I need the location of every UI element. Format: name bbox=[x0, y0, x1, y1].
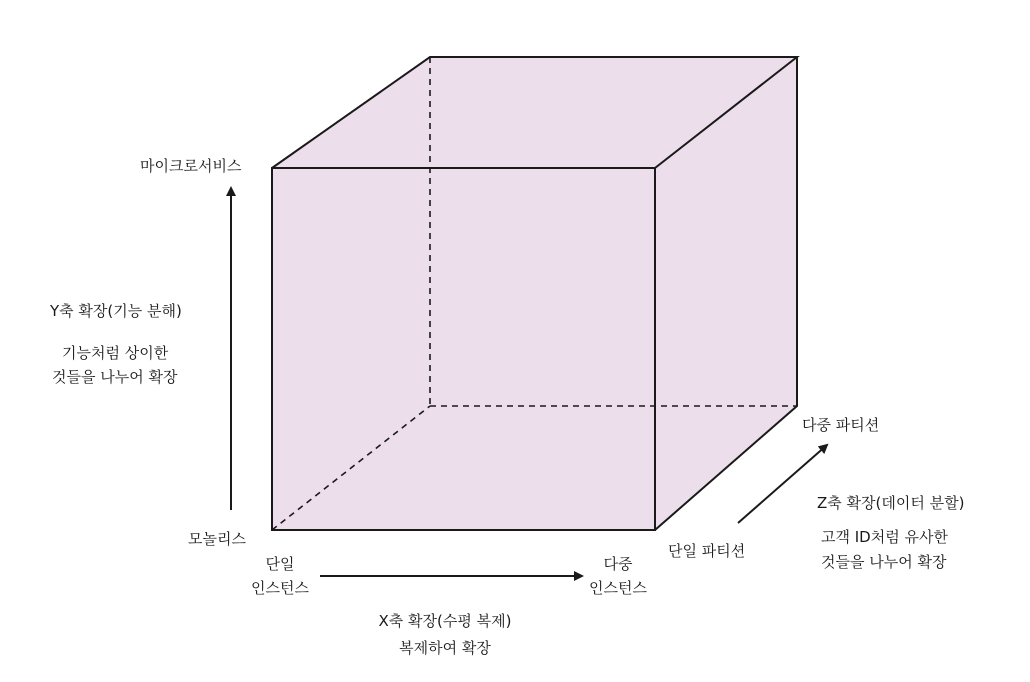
y-axis-desc-line1: 기능처럼 상이한 bbox=[62, 344, 169, 362]
y-axis-description bbox=[52, 343, 178, 387]
cube-front-face bbox=[272, 168, 655, 530]
z-axis-desc-line1: 고객 ID처럼 유사한 bbox=[821, 528, 948, 546]
y-axis-desc-line2: 것들을 나누어 확장 bbox=[52, 368, 178, 386]
x-axis-title: X축 확장(수평 복제) bbox=[378, 612, 512, 630]
z-axis-desc-line2: 것들을 나누어 확장 bbox=[821, 553, 947, 571]
z-axis-arrow bbox=[738, 445, 827, 523]
x-axis-left-line1: 단일 bbox=[265, 555, 295, 573]
z-axis-description bbox=[821, 527, 948, 572]
z-axis-near-label: 단일 파티션 bbox=[668, 542, 746, 560]
x-axis-right-line2: 인스턴스 bbox=[589, 579, 647, 597]
z-axis-title: Z축 확장(데이터 분할) bbox=[817, 494, 965, 512]
x-axis-left-line2: 인스턴스 bbox=[251, 579, 309, 597]
z-axis-far-label: 다중 파티션 bbox=[802, 416, 880, 434]
x-axis-right-line1: 다중 bbox=[603, 555, 633, 573]
x-axis-right-label bbox=[578, 554, 658, 598]
y-axis-bottom-label: 모놀리스 bbox=[188, 530, 246, 548]
x-axis-left-label bbox=[240, 554, 320, 598]
y-axis-top-label: 마이크로서비스 bbox=[140, 157, 242, 175]
y-axis-title: Y축 확장(기능 분해) bbox=[50, 302, 182, 320]
x-axis-description: 복제하여 확장 bbox=[399, 639, 491, 657]
